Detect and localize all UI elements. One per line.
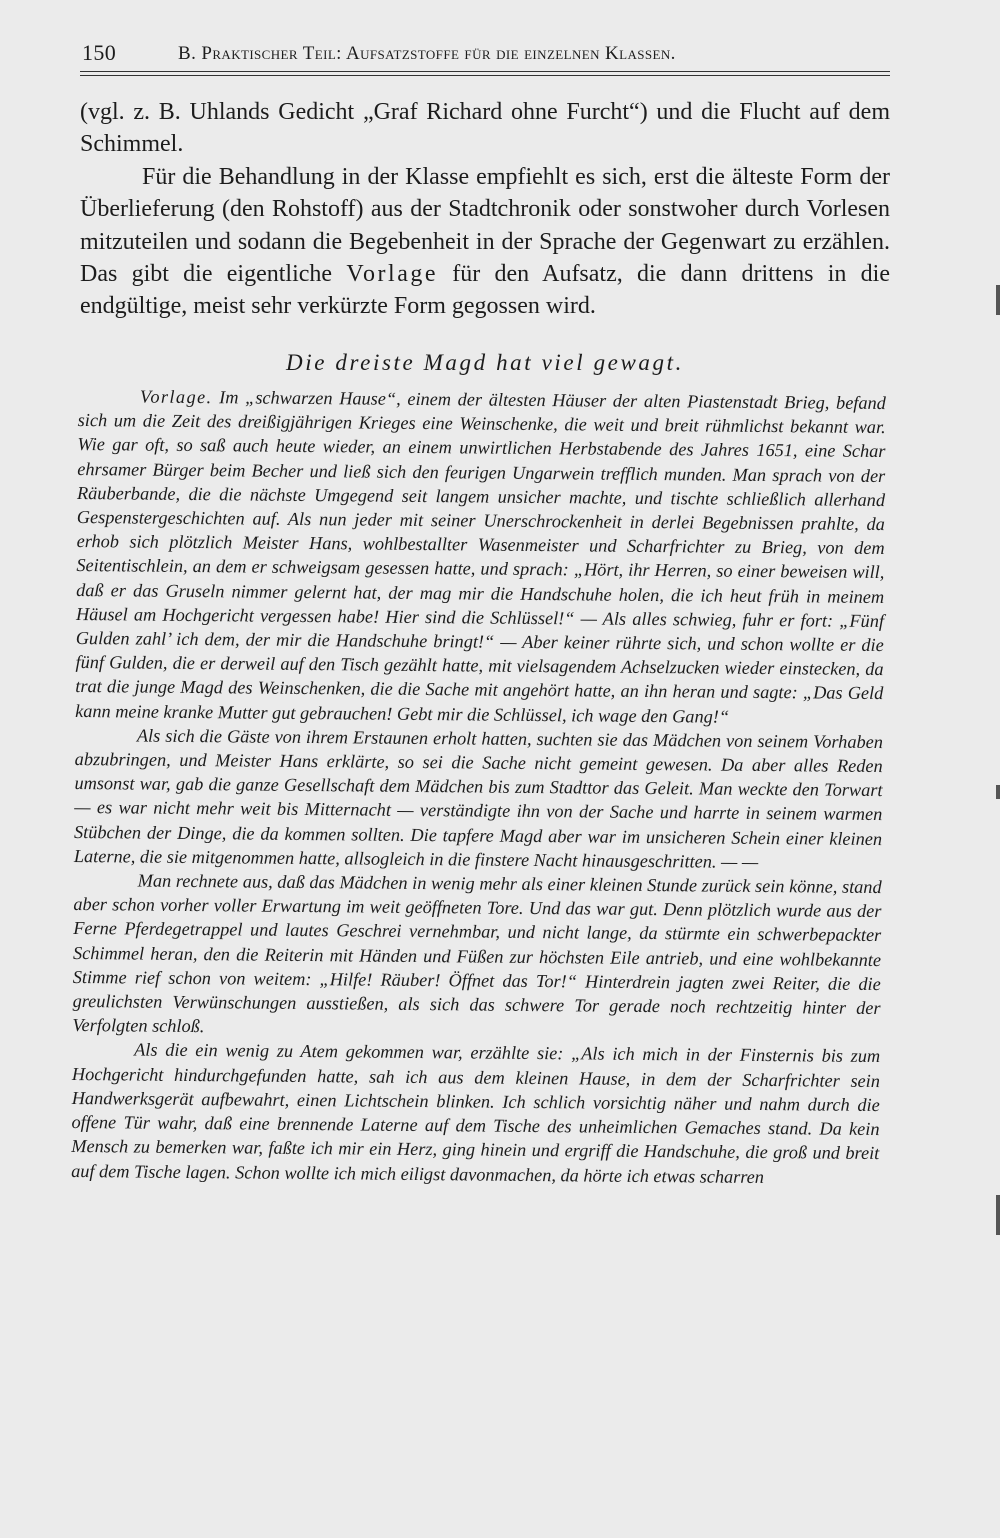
story-paragraph-1: [75, 384, 886, 730]
header-rule-top: [80, 71, 890, 72]
running-header: [80, 40, 890, 68]
story-text: [71, 384, 886, 1190]
running-title: B. Praktischer Teil: Aufsatzstoffe für die einzelnen Klassen.: [178, 43, 676, 64]
vorlage-label: Vorlage.: [139, 386, 213, 408]
story-paragraph-4: Als die ein wenig zu Atem gekommen war, erzählte sie: „Als ich mich in der Finsternis bis zum Hochgericht hindurchgefunden hatte, sah ich aus dem kleinen Hause, in dem der Scharfrichter sein Handwerksgerät aufbewahrt, einen Lichtschein blinken. Ich schlich vorsichtig näher und nahm durch die offene Tür wahr, daß eine brennende Laterne auf dem Tische des unheimlichen Gemaches stand. Da kein Mensch zu bemerken war, faßte ich mir ein Herz, ging hinein und ergriff die Handschuhe, die groß und breit auf dem Tische lagen. Schon wollte ich mich eiligst davonmachen, da hörte ich etwas scharren: [71, 1040, 881, 1187]
page-edge-mark: [996, 1195, 1000, 1235]
intro-text: [80, 96, 890, 323]
intro-paragraph-1: (vgl. z. B. Uhlands Gedicht „Graf Richard ohne Furcht“) und die Flucht auf dem Schimmel.: [80, 99, 890, 158]
story-paragraph-3: Man rechnete aus, daß das Mädchen in wenig mehr als einer kleinen Stunde zurück sein könne, stand aber schon vorher voller Erwartung im weit geöffneten Tore. Und das war gut. Denn plötzlich wurde aus der Ferne Pferdegetrappel und lautes Geschrei vernehmbar, und nicht lange, da stürmte ein schwerbepackter Schimmel heran, den die Reiterin mit Händen und Füßen zur höchsten Eile antrieb, und eine wohlbekannte Stimme rief schon von weitem: „Hilfe! Räuber! Öffnet das Tor!“ Hinterdrein jagten zwei Reiter, die die greulichsten Verwünschungen ausstießen, als sich das schwere Tor gerade noch rechtzeitig hinter der Verfolgten schloß.: [72, 870, 882, 1037]
page-number: 150: [82, 40, 117, 65]
header-rule-bottom: [80, 75, 890, 76]
story-title: Die dreiste Magd hat viel gewagt.: [286, 350, 684, 375]
intro-paragraph-2-end: für den Aufsatz, die dann drittens in die endgültige, meist sehr verkürzte Form gegossen wird.: [80, 261, 890, 320]
story-paragraph-1-text: Im „schwarzen Hause“, einem der ältesten Häuser der alten Piastenstadt Brieg, befand sich um die Zeit des dreißigjährigen Krieges eine Weinschenke, die weit und breit rühmlichst bekannt war. Wie gar oft, so saß auch heute wieder, an einem unwirtlichen Herbstabende des Jahres 1651, eine Schar ehrsamer Bürger beim Becher und ließ sich den feurigen Ungarwein trefflich munden. Man sprach von der Räuberbande, die die nächste Umgegend seit langem unsicher machte, und tischte schließlich allerhand Gespenstergeschichten auf. Als nun jeder mit seiner Unerschrockenheit in derlei Begebnissen prahlte, da erhob sich plötzlich Meister Hans, wohlbestallter Wasenmeister und Scharfrichter zu Brieg, von dem Seitentischlein, an dem er schweigsam gesessen hatte, und sprach: „Hört, ihr Herren, so einer beweisen will, daß er das Gruseln nimmer gelernt hat, der mag mir die Handschuhe holen, die ich heut früh in meinem Häusel am Hochgericht vergessen habe! Hier sind die Schlüssel!“ — Als alles schwieg, fuhr er fort: „Fünf Gulden zahl’ ich dem, der mir die Handschuhe bringt!“ — Aber keiner rührte sich, und schon wollte er die fünf Gulden, die er derweil auf den Tisch gezählt hatte, mit vielsagendem Achselzucken wieder einstecken, da trat die junge Magd des Weinschenken, die die Sache mit angehört hatte, an ihn heran und sagte: „Das Geld kann meine kranke Mutter gut gebrauchen! Gebt mir die Schlüssel, ich wage den Gang!“: [75, 387, 886, 727]
story-paragraph-2: Als sich die Gäste von ihrem Erstaunen erholt hatten, suchten sie das Mädchen von seinem Vorhaben abzubringen, und Meister Hans erklärte, so sei die Sache nicht gemeint gewesen. Da aber alles Reden umsonst war, gab die ganze Gesellschaft dem Mädchen bis zum Stadttor das Geleit. Man weckte den Torwart — es war nicht mehr weit bis Mitternacht — verständigte ihn von der Sache und harrte in seinem warmen Stübchen der Dinge, die da kommen sollten. Die tapfere Magd aber war im unsicheren Schein einer kleinen Laterne, die sie mitgenommen hatte, allsogleich in die finstere Nacht hinausgeschritten. — —: [73, 725, 883, 872]
page-edge-mark: [996, 285, 1000, 315]
intro-paragraph-2: [80, 161, 890, 323]
vorlage-term: Vorlage: [346, 261, 439, 288]
intro-paragraph-2-start: Für die Behandlung in der Klasse empfiehlt es sich, erst die älteste Form der Überlieferung (den Rohstoff) aus der Stadtchronik oder sonstwoher durch Vorlesen mitzuteilen und sodann die Begebenheit in der Sprache der Gegenwart zu erzählen. Das gibt die eigentliche: [80, 163, 890, 288]
page-edge-mark: [996, 785, 1000, 799]
